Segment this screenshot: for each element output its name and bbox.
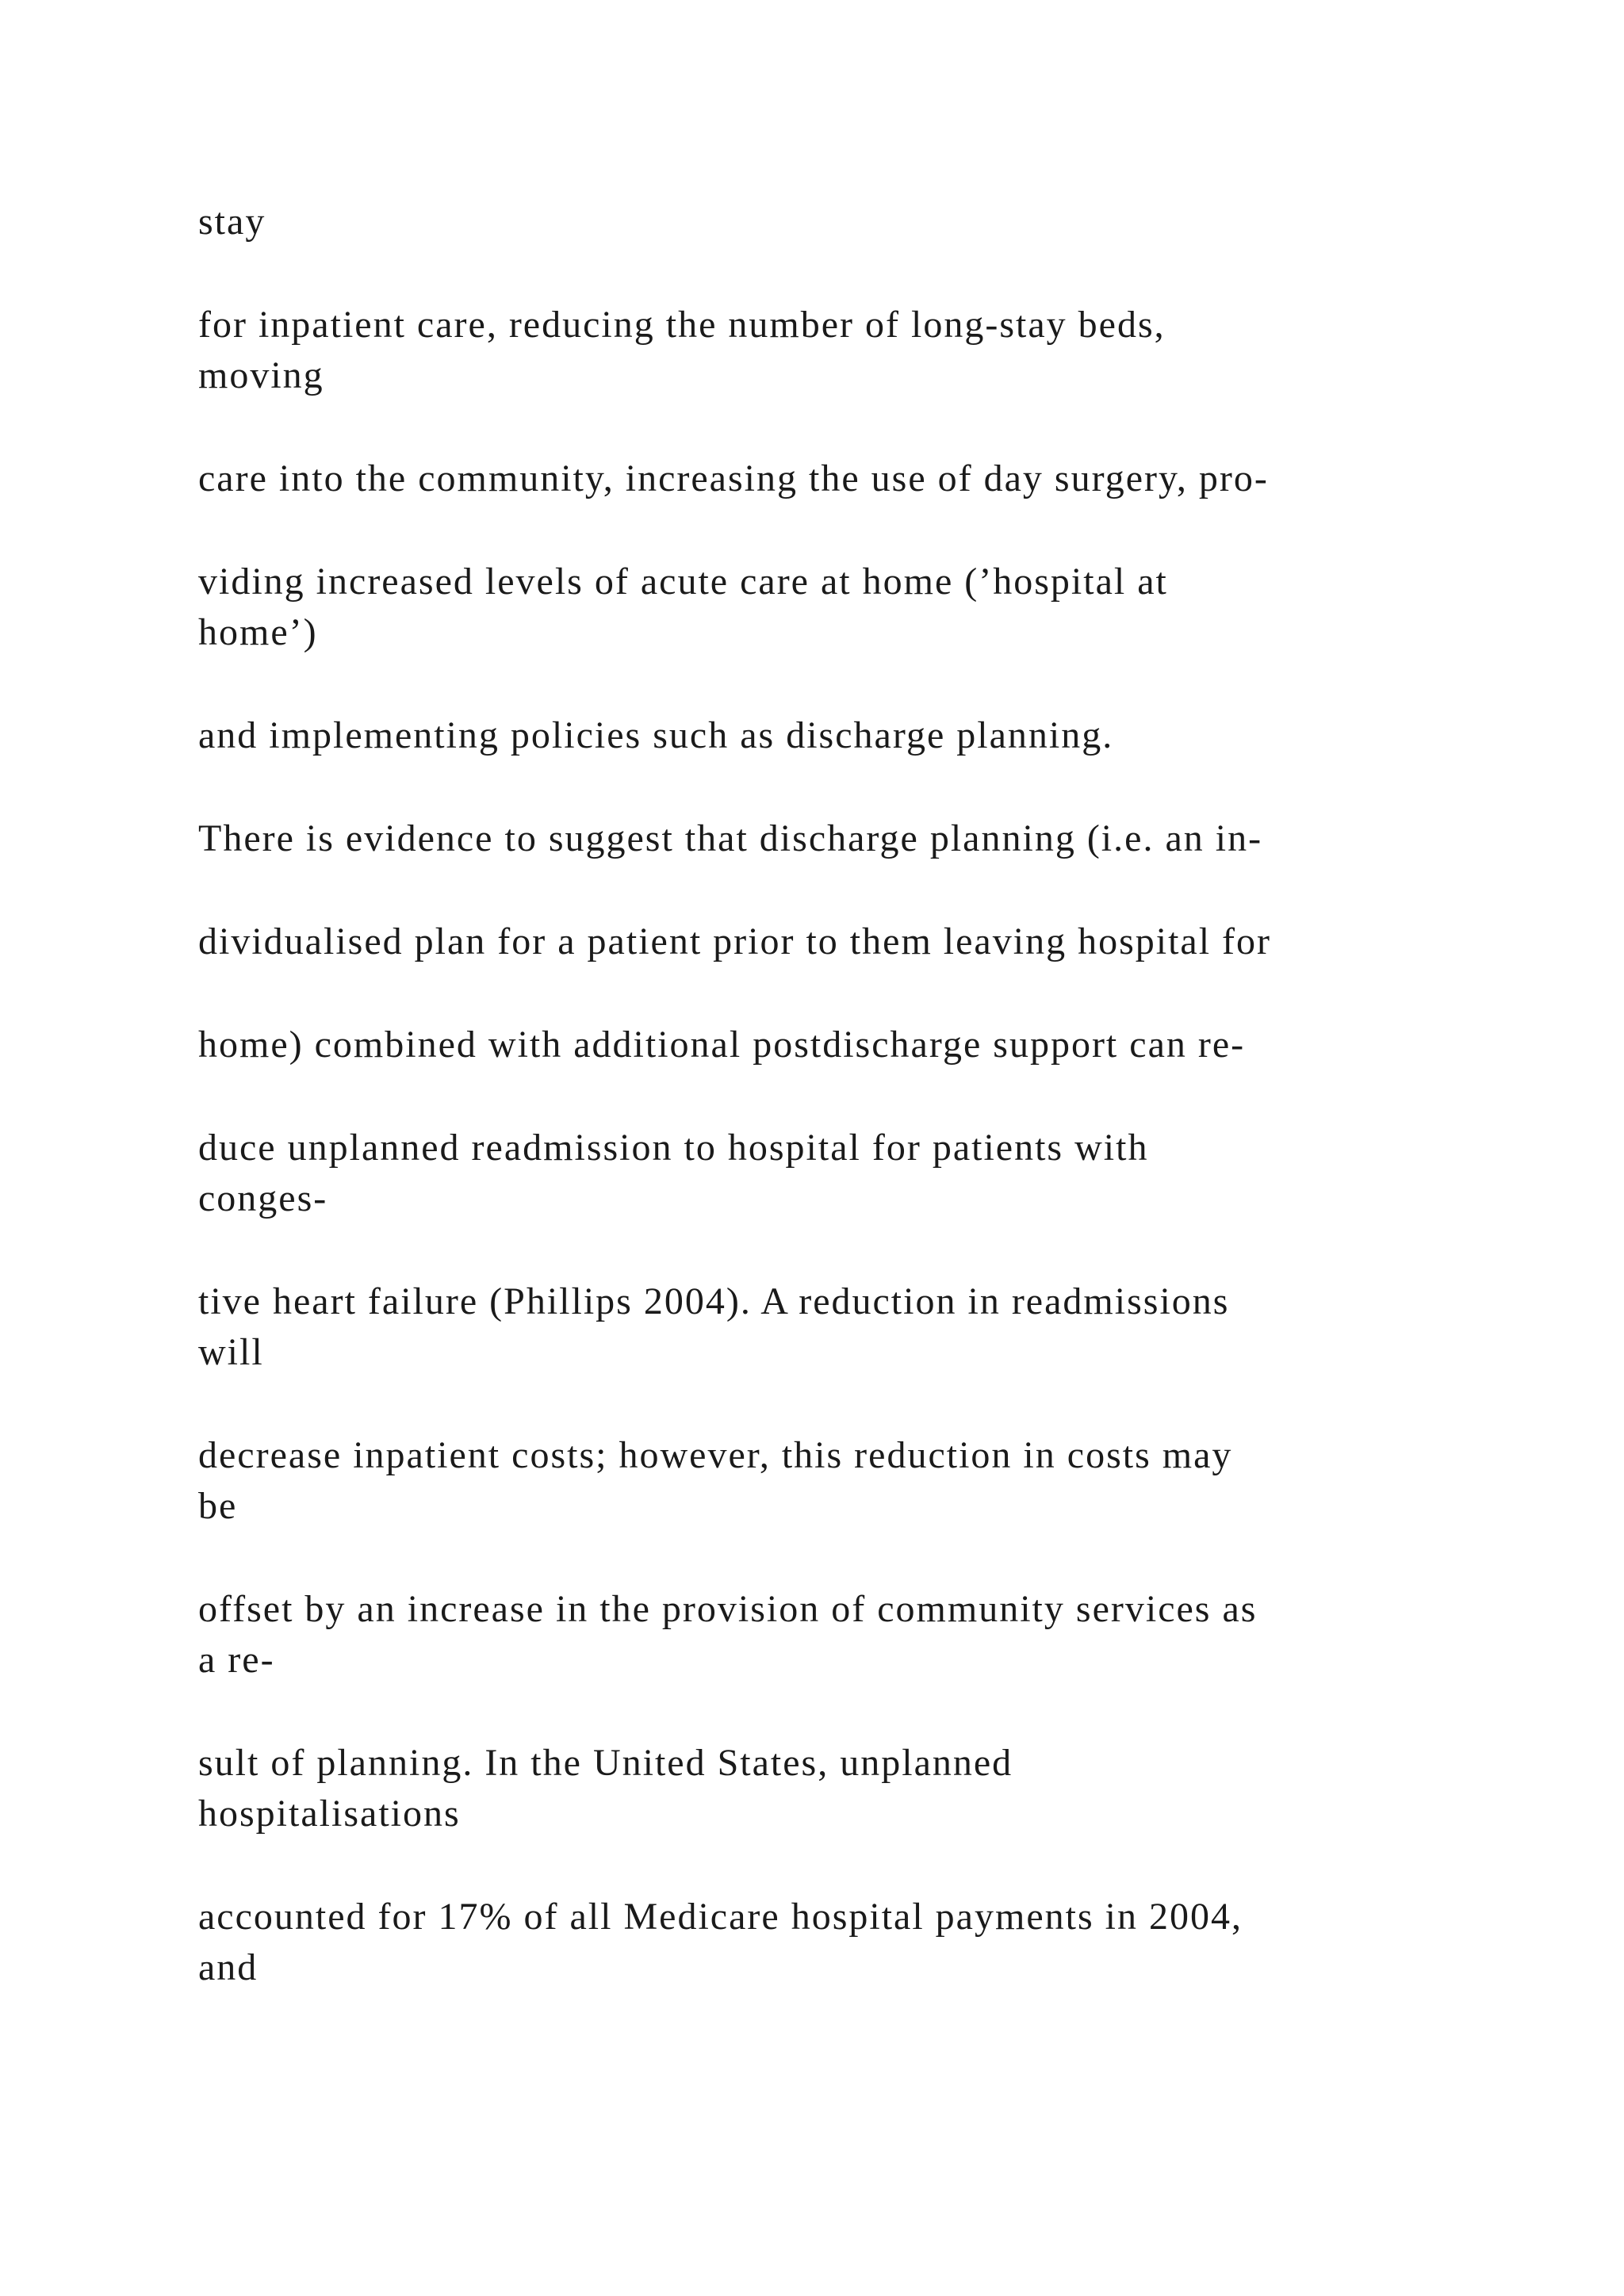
text-line: viding increased levels of acute care at home (’hospital at home’) bbox=[198, 561, 1168, 653]
text-line: sult of planning. In the United States, unplanned hospitalisations bbox=[198, 1742, 1013, 1835]
text-line: tive heart failure (Phillips 2004). A reduction in readmissions will bbox=[198, 1280, 1230, 1373]
document-body bbox=[198, 197, 1435, 2045]
text-line: decrease inpatient costs; however, this reduction in costs may be bbox=[198, 1434, 1233, 1527]
text-line: and implementing policies such as discharge planning. bbox=[198, 714, 1114, 756]
text-line: care into the community, increasing the use of day surgery, pro- bbox=[198, 457, 1269, 499]
text-line: dividualised plan for a patient prior to them leaving hospital for bbox=[198, 920, 1272, 962]
text-line: for inpatient care, reducing the number of long-stay beds, moving bbox=[198, 304, 1166, 396]
text-line: offset by an increase in the provision of community services as a re- bbox=[198, 1588, 1258, 1681]
text-line: duce unplanned readmission to hospital for patients with conges- bbox=[198, 1127, 1149, 1219]
text-line: There is evidence to suggest that discharge planning (i.e. an in- bbox=[198, 817, 1263, 859]
text-line: home) combined with additional postdischarge support can re- bbox=[198, 1024, 1246, 1066]
text-line: accounted for 17% of all Medicare hospital payments in 2004, and bbox=[198, 1896, 1243, 1988]
text-line: stay bbox=[198, 201, 266, 243]
